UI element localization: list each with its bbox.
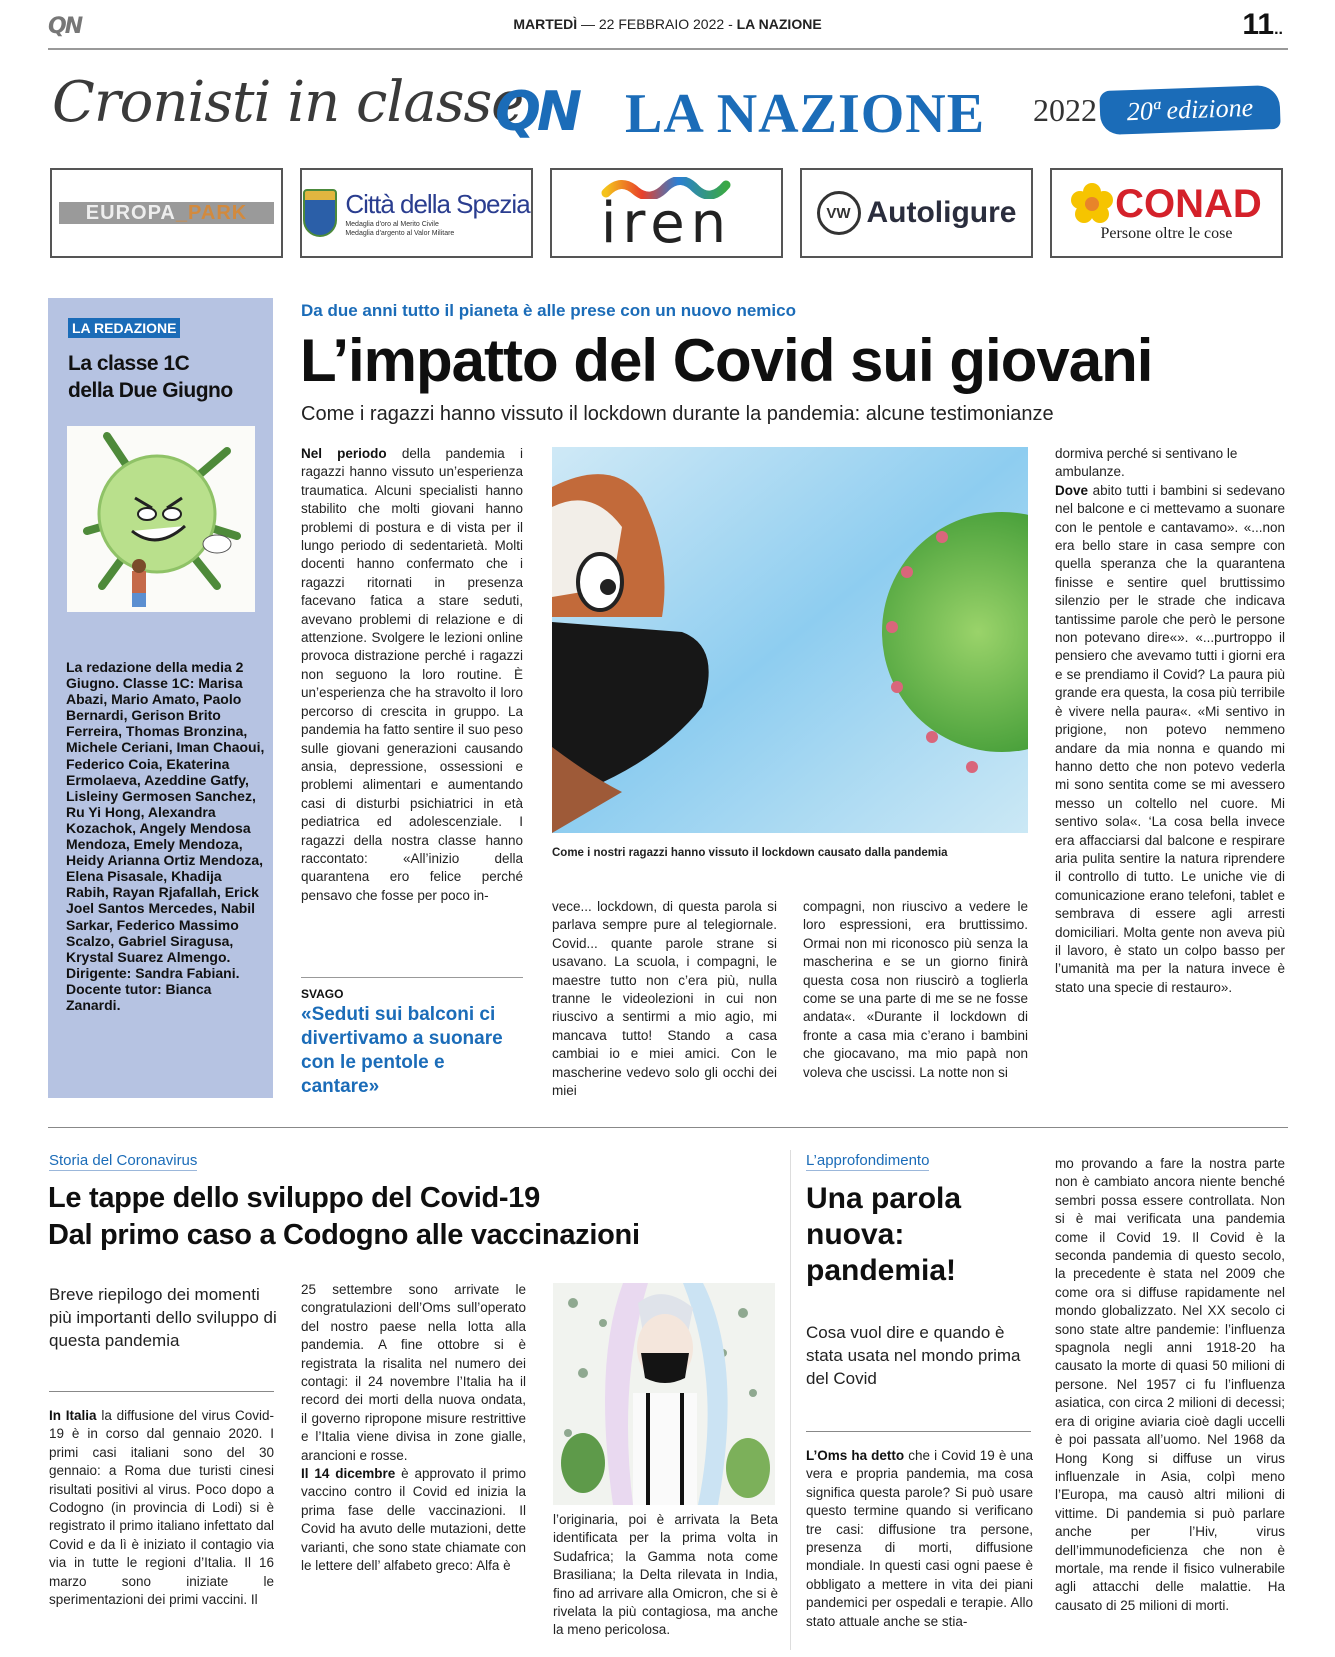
history-summary: Breve riepilogo dei momenti più importanti dello sviluppo di questa pandemia: [49, 1285, 277, 1350]
redazione-text: [66, 659, 266, 1013]
history-col-2-lead: Il 14 dicembre: [301, 1466, 396, 1482]
sidebar-title-line1: La classe 1C: [68, 352, 190, 375]
main-col-4-text: abito tutti i bambini si sedevano nel balcone e ci mettevamo a suonare con le pentole e cantavamo». «...non era bello stare in casa sempre con quella speranza che la quarantena finisse e sentire quel bruttissimo silenzio per le strade che indicava tantissime parole che però le persone non potevano dire«». «...purtroppo il pensiero che avevamo tutti i giorni era e se prendiamo il Covid? La paura più grande era questa, la cosa più terribile è vivere nella paura«. «Mi sentivo in prigione, non potevo nemmeno andare da mia nonna e quando mi hanno detto che non potevo vederla mi sono sentita come se mi avessero messo un coltello nel cuore. Mi sentivo sola«. ‘La cosa bella invece era affacciarsi dal balcone e respirare aria pulita sentire la natura riprendere il controllo di tutto. Le uniche vie di comunicazione erano telefoni, tablet e sembrava di essere agli arresti domiciliari. Molta gente non aveva più il lavoro, è stato un colpo basso per l’umanità ma per la natura invece è stato una specie di restauro».: [1055, 482, 1285, 995]
history-col-1: [49, 1407, 274, 1609]
masked-person-drawing: [553, 1283, 775, 1505]
sponsor-iren: [550, 168, 783, 258]
la-nazione-logo: LA NAZIONE: [625, 83, 986, 145]
column-divider: [790, 1150, 791, 1650]
park-text: _PARK: [175, 202, 248, 224]
section-divider: [48, 1127, 1288, 1128]
history-headline: [48, 1180, 640, 1254]
page-number-value: 11: [1242, 8, 1275, 41]
word-kicker: L’approfondimento: [806, 1152, 930, 1169]
main-col-1-text: della pandemia i ragazzi hanno vissuto un’esperienza traumatica. Alcuni specialisti hanno stabilito che molti giovani hanno problemi di postura e di vista per il lungo periodo di sedentarietà. Molti docenti hanno confermato che i ragazzi ritornati in presenza facevano fatica a stare seduti, avevano problemi di relazione e di attenzione. Svolgere le lezioni online provoca distrazione perché i ragazzi non seguono la loro routine. È un’esperienza che ha stravolto il loro percorso di crescita in gruppo. La pandemia ha fatto sentire il suo peso sulle giovani generazioni causando ansia, depressione, ossessioni e problemi alimentari e aumentando casi di disturbi psichiatrici in età pediatrica ed adolescenziale. I ragazzi della nostra classe hanno raccontato: «All’inizio della quarantena ero felice perché pensavo che fosse per poco in-: [301, 446, 523, 903]
word-summary: Cosa vuol dire e quando è stata usata nel mondo prima del Covid: [806, 1323, 1021, 1388]
edition-year: 2022: [1033, 92, 1097, 128]
dateline-day: MARTEDÌ: [513, 16, 578, 32]
history-col-2-text-b: è approvato il primo vaccino contro il Covid ed inizia la prima fase delle vaccinazioni. Il Covid ha avuto delle mutazioni, dette varianti, che sono state chiamate con le lettere dell’ alfabeto greco: Alfa è: [301, 1466, 527, 1574]
main-col-2: vece... lockdown, di questa parola si parlava sempre pure al telegiornale. Covid... quante parole strane si usavano. La scuola, i compagni, le maestre tutto non c’era più, nulla tranne le videolezioni in cui non riuscivo a sentirmi a mio agio, mi mancava tutto! Stando a casa cambiai io e miei amici. Con le mascherine vedevo solo gli occhi dei miei: [552, 899, 777, 1099]
sponsor-citta-spezia: [300, 168, 533, 258]
redazione-sidebar: [48, 298, 273, 1098]
sponsor-conad: [1050, 168, 1283, 258]
redazione-badge: LA REDAZIONE: [68, 318, 180, 338]
iren-wordmark: iren: [600, 191, 733, 256]
spezia-name: Città della Spezia: [345, 188, 530, 219]
history-col-1-text: la diffusione del virus Covid-19 è in corso dal gennaio 2020. I primi casi italiani sono del 30 gennaio: a Roma due turisti cinesi risultati positivi al virus. Poco dopo a Codogno (in provincia di Lodi) si è registrato il primo italiano infettato dal Covid e da lì è iniziato il contagio via via in tutte le regioni d’Italia. Il 16 marzo sono iniziate le sperimentazioni dei primi vaccini. Il: [49, 1408, 274, 1608]
history-summary-divider: [49, 1391, 274, 1392]
page-dots: ..: [1274, 21, 1283, 38]
svago-divider: [301, 977, 523, 978]
main-kicker: Da due anni tutto il pianeta è alle prese con un nuovo nemico: [301, 301, 796, 320]
edition-badge: 20ª edizione: [1099, 85, 1280, 135]
qn-small-logo: QN: [48, 14, 82, 39]
dateline-date: 22 FEBBRAIO 2022: [598, 16, 725, 32]
word-col-1-lead: L’Oms ha detto: [806, 1448, 905, 1463]
conad-wordmark: CONAD: [1115, 182, 1262, 226]
autoligure-wordmark: Autoligure: [866, 196, 1017, 229]
word-headline: [806, 1181, 961, 1289]
virus-drawing-illustration: [67, 426, 255, 612]
history-col-2: [301, 1281, 526, 1576]
dateline: [0, 16, 1335, 32]
lockdown-drawing: [552, 447, 1028, 833]
spezia-sub1: Medaglia d'oro al Merito Civile: [345, 220, 439, 228]
word-headline-line3: pandemia!: [806, 1254, 957, 1287]
redazione-text-lead: La redazione: [66, 659, 152, 675]
main-col-3: compagni, non riuscivo a vedere le loro espressioni, era bruttissimo. Ormai non mi riconosco più senza la mascherina e se un giorno finirà questa cosa non riuscirò a toglierla come se una parte di me se ne fosse andata«. «Durante il lockdown di fronte a casa mia c’erano i bambini che giocavano, ma mio papà non voleva che uscissi. La notte non si: [803, 899, 1028, 1080]
qn-logo: QN: [495, 80, 579, 143]
europa-text: EUROPA: [85, 202, 176, 224]
word-summary-divider: [806, 1431, 1031, 1432]
cronisti-in-classe-title: Cronisti in classe: [52, 70, 524, 135]
europa-park-logo: [59, 202, 274, 224]
main-col-4: [1055, 445, 1285, 997]
spezia-sub2: Medaglia d'argento al Valor Militare: [345, 229, 455, 237]
word-col-2: mo provando a fare la nostra parte non è cambiato ancora niente benché sembri possa essere controllata. Non si è mai verificata una pandemia come il Covid 19. Il Covid è la seconda pandemia di questo secolo, la precedente è stata nel 2009 che come ora si diffuse rapidamente nel mondo globalizzato. Nel XX secolo ci sono state altre pandemie: l’influenza spagnola negli anni 1918-20 ha causato la morte di quasi 50 milioni di persone. Nel 1957 ci fu l’influenza asiatica, con circa 2 milioni di decessi; era di origine aviaria cioè dagli uccelli è poi passata all’uomo. Nel 1968 da Hong Kong si diffuse un virus influenzale in Asia, colpì meno l’Europa, ma causò altri milioni di vittime. Di pandemia si può parlare anche per l’Hiv, virus dell’immunodeficienza che non è mortale, ma rende il fisico vulnerabile agli attacchi delle malattie. Ha causato di 25 milioni di morti.: [1055, 1156, 1285, 1613]
main-col-4-lead: Dove: [1055, 482, 1089, 498]
sidebar-title-line2: della Due Giugno: [68, 379, 233, 402]
dateline-sep1: —: [580, 16, 599, 32]
crest-icon: [303, 189, 337, 237]
history-col-2-text-a: 25 settembre sono arrivate le congratulazioni dell’Oms sull’operato del nostro paese nella lotta alla pandemia. A fine ottobre si è registrata la risalita nel numero dei contagi: il 24 novembre l’Italia ha il record dei morti della nuova ondata, il governo ripropone misure restrittive e l’Italia viene divisa in zone gialle, arancioni e rosse.: [301, 1282, 526, 1463]
history-headline-line2: Dal primo caso a Codogno alle vaccinazioni: [48, 1219, 640, 1251]
redazione-text-body: della media 2 Giugno. Classe 1C: Marisa Abazi, Mario Amato, Paolo Bernardi, Gerison Brito Ferreira, Thomas Bronzina, Michele Ceriani, Iman Chaoui, Federico Coia, Ekaterina Ermolaeva, Azeddine Gatfy, Lisleiny Germosen Sanchez, Ru Yi Hong, Alexandra Kozachok, Angely Mendosa Mendoza, Emely Mendoza, Heidy Arianna Ortiz Mendoza, Elena Pisasale, Khadija Rabih, Rayan Rjafallah, Erick Joel Santos Mercedes, Nabil Sarkar, Federico Massimo Scalzo, Gabriel Siragusa, Krystal Suarez Almengo. Dirigente: Sandra Fabiani. Docente tutor: Bianca Zanardi.: [66, 659, 265, 1013]
top-divider: [48, 48, 1288, 50]
main-subhead: Come i ragazzi hanno vissuto il lockdown durante la pandemia: alcune testimonianze: [301, 403, 1054, 425]
svago-label: SVAGO: [301, 987, 344, 1001]
vw-logo-icon: VW: [817, 191, 861, 235]
main-col-1-lead: Nel periodo: [301, 446, 387, 461]
main-col-1: [301, 445, 523, 905]
lockdown-drawing-illustration: [552, 447, 1028, 833]
sponsor-europa-park: [50, 168, 283, 258]
dateline-sep2: -: [728, 16, 737, 32]
conad-tagline: Persone oltre le cose: [1100, 225, 1233, 242]
svago-quote: «Seduti sui balconi ci divertivamo a suonare con le pentole e cantare»: [301, 1004, 503, 1097]
history-kicker: Storia del Coronavirus: [49, 1152, 198, 1169]
page-number: [1242, 8, 1283, 42]
history-headline-line1: Le tappe dello sviluppo del Covid-19: [48, 1182, 540, 1214]
word-col-1: [806, 1447, 1033, 1631]
conad-flower-icon: [1071, 183, 1113, 225]
masked-person-illustration: [553, 1283, 775, 1505]
main-image-caption: Come i nostri ragazzi hanno vissuto il lockdown causato dalla pandemia: [552, 847, 948, 859]
virus-drawing: [67, 426, 255, 612]
dateline-paper: LA NAZIONE: [736, 16, 822, 32]
history-col-1-lead: In Italia: [49, 1408, 97, 1423]
word-headline-line1: Una parola: [806, 1182, 962, 1215]
history-col-3: l’originaria, poi è arrivata la Beta identificata per la prima volta in Sudafrica; la Gamma nota come Brasiliana; la Delta rilevata in India, fino ad arrivare alla Omicron, che si è rivelata la più contagiosa, ma anche la meno pericolosa.: [553, 1512, 778, 1638]
word-headline-line2: nuova:: [806, 1218, 905, 1251]
word-col-1-text: che i Covid 19 è una vera e propria pandemia, ma cosa significa questa parole? Si può usare questo termine quando si verificano tre casi: diffusione tra persone, presenza di morti, diffusione mondiale. In questi casi ogni paese è obbligato a mettere in vita dei piani pandemici per ospedali e terapie. Allo stato attuale anche se stia-: [806, 1448, 1034, 1629]
sidebar-title: [68, 350, 233, 404]
main-headline: L’impatto del Covid sui giovani: [300, 327, 1153, 394]
main-col-4-intro: dormiva perché si sentivano le ambulanze.: [1055, 446, 1238, 480]
sponsor-autoligure: [800, 168, 1033, 258]
